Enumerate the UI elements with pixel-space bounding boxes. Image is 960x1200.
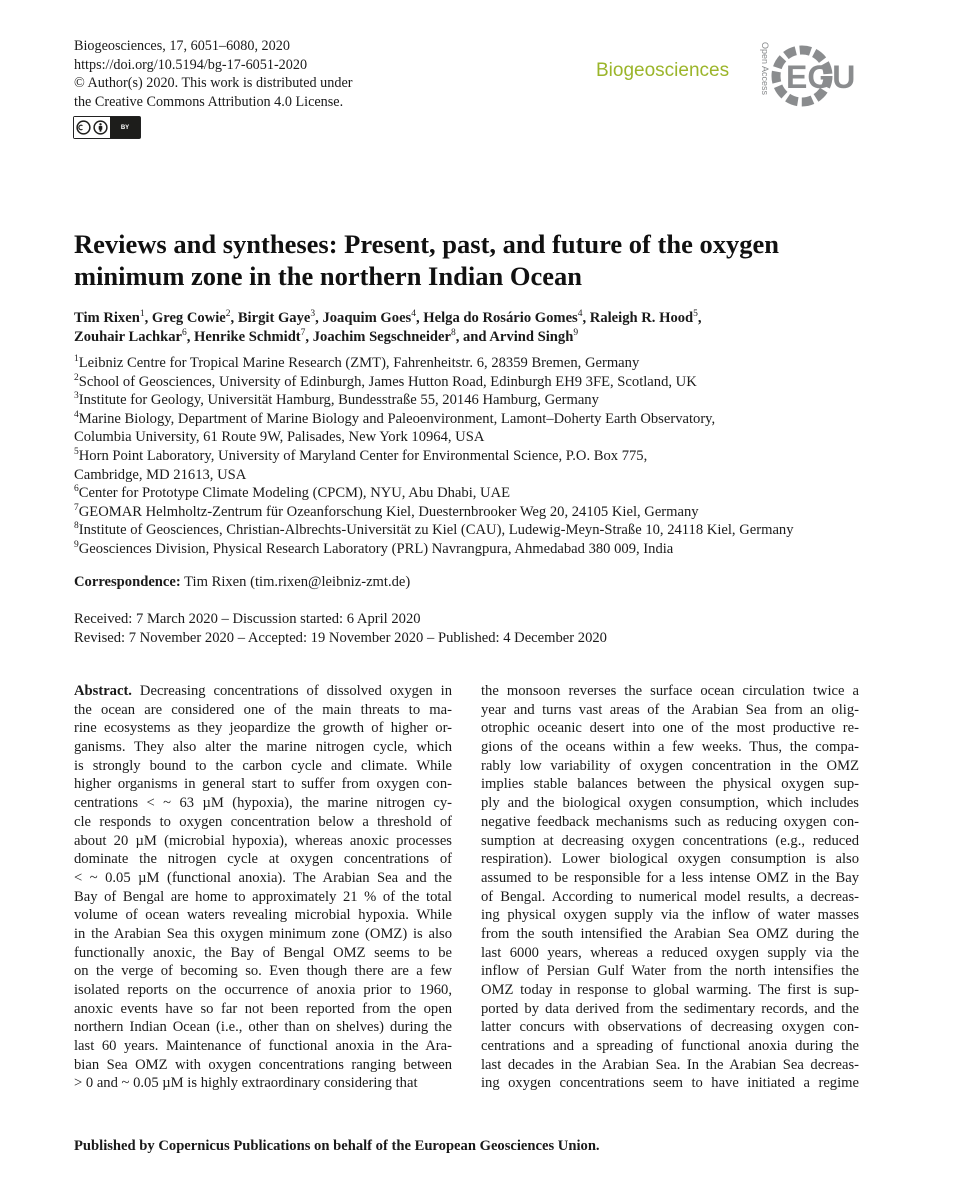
correspondence-text[interactable]: Tim Rixen (tim.rixen@leibniz-zmt.de) xyxy=(184,574,411,590)
abstract-line: last 6000 years, whereas a reduced oxygen supply via the xyxy=(481,944,859,961)
affiliation-number: 4 xyxy=(74,409,79,420)
abstract-line: isolated reports on the occurrence of anoxia prior to 1960, xyxy=(74,982,452,998)
abstract-line: cle responds to oxygen concentration below a threshold of xyxy=(74,813,452,830)
affiliation-number: 9 xyxy=(74,540,79,551)
attribution-icon xyxy=(93,120,108,135)
affiliation-text: Leibniz Centre for Tropical Marine Research (ZMT), Fahrenheitstr. 6, 28359 Bremen, Germany xyxy=(78,355,640,371)
affiliation-text: Marine Biology, Department of Marine Biology and Paleoenvironment, Lamont–Doherty Earth Observatory, xyxy=(78,410,716,427)
abstract-line: year and turns vast areas of the Arabian Sea from an olig- xyxy=(481,701,859,718)
abstract-right-column xyxy=(481,682,859,1093)
abstract-line: Bay of Bengal are home to approximately 21 % of the total xyxy=(74,888,452,905)
affiliation-line xyxy=(74,503,904,522)
affiliation-number: 7 xyxy=(74,502,79,513)
abstract-line: functionally anoxic, the Bay of Bengal OMZ seems to be xyxy=(74,944,452,961)
author-affiliation-mark: 5 xyxy=(693,309,698,320)
publication-dates xyxy=(74,610,607,647)
abstract-line: last 60 years. Maintenance of functional anoxia in the Ara- xyxy=(74,1038,452,1055)
affiliation-number: 3 xyxy=(74,391,79,402)
abstract-line: inflow of Persian Gulf Water from the north intensifies the xyxy=(481,963,859,980)
abstract-line: rably low variability of oxygen concentration in the OMZ xyxy=(481,757,859,774)
author-affiliation-mark: 6 xyxy=(182,327,187,338)
correspondence-label: Correspondence: xyxy=(74,574,181,590)
author-name: Arvind Singh xyxy=(489,328,574,345)
abstract-line: on the verge of becoming so. Even though there are a few xyxy=(74,963,452,980)
affiliation-number: 2 xyxy=(74,372,79,383)
abstract-line: bian Sea OMZ with oxygen concentrations ranging between xyxy=(74,1056,452,1073)
abstract-line: ported by data derived from the sedimentary records, and the xyxy=(481,1000,859,1017)
abstract-line: centrations < ~ 63 µM (hypoxia), the marine nitrogen cy- xyxy=(74,795,452,812)
cc-by-license-badge[interactable] xyxy=(73,116,141,139)
author-name: Tim Rixen xyxy=(74,310,140,326)
abstract-line xyxy=(74,682,452,701)
publisher-footer: Published by Copernicus Publications on behalf of the European Geosciences Union. xyxy=(74,1138,600,1154)
author-affiliation-mark: 8 xyxy=(450,327,456,338)
abstract-line: otrophic oceanic desert into one of the most productive re- xyxy=(481,720,859,737)
abstract-line: is strongly bound to the carbon cycle and climate. While xyxy=(74,757,452,774)
title-line: minimum zone in the northern Indian Ocean xyxy=(74,261,582,291)
affiliation-number: 8 xyxy=(74,521,79,532)
abstract-line: the monsoon reverses the surface ocean circulation twice a xyxy=(481,683,859,699)
affiliation-line xyxy=(74,540,904,559)
abstract-line: ing physical oxygen supply via the inflow of water masses xyxy=(481,907,859,924)
affiliation-number: 6 xyxy=(74,484,79,495)
open-access-text: Open Access xyxy=(760,42,770,96)
abstract-line: of Bengal. According to numerical model results, a decreas- xyxy=(481,888,859,905)
cc-icon xyxy=(74,117,110,138)
abstract-left-column xyxy=(74,682,452,1093)
affiliation-line xyxy=(74,354,904,373)
author-name: Henrike Schmidt xyxy=(194,328,301,345)
affiliation-text: Columbia University, 61 Route 9W, Palisades, New York 10964, USA xyxy=(74,429,485,446)
affiliation-line xyxy=(74,410,904,429)
affiliation-number: 5 xyxy=(74,447,79,458)
affiliation-text: Center for Prototype Climate Modeling (CPCM), NYU, Abu Dhabi, UAE xyxy=(78,485,511,502)
abstract-line: ing oxygen concentrations seem to have initiated a regime xyxy=(481,1075,859,1092)
author-name: Helga do Rosário Gomes xyxy=(423,310,578,326)
journal-citation: Biogeosciences, 17, 6051–6080, 2020 xyxy=(74,38,290,54)
paper-title xyxy=(74,228,894,292)
abstract-line: volume of ocean waters revealing microbial hypoxia. While xyxy=(74,907,452,924)
journal-name: Biogeosciences xyxy=(596,60,730,81)
cc-by-label: BY xyxy=(110,117,140,138)
abstract-line: respiration). Lower biological oxygen consumption is also xyxy=(481,851,859,868)
affiliation-text: Geosciences Division, Physical Research Laboratory (PRL) Navrangpura, Ahmedabad 380 009, India xyxy=(78,540,674,557)
abstract-line: in the Arabian Sea this oxygen minimum zone (OMZ) is also xyxy=(74,925,452,942)
abstract-line: latter concurs with observations of decreasing oxygen con- xyxy=(481,1019,859,1036)
abstract-line: sumption at decreasing oxygen concentrations (e.g., reduced xyxy=(481,832,859,849)
author-affiliation-mark: 7 xyxy=(300,327,306,338)
abstract-line: gions of the oceans within a few weeks. Thus, the compa- xyxy=(481,739,859,756)
abstract-line: implies stable balances between the physical oxygen sup- xyxy=(481,776,859,793)
affiliation-text: GEOMAR Helmholtz-Zentrum für Ozeanforschung Kiel, Duesternbrooker Weg 20, 24105 Kiel, Germany xyxy=(78,503,699,520)
abstract-line: assumed to be responsible for a less intense OMZ in the Bay xyxy=(481,869,859,886)
abstract-line: ply and the biological oxygen consumption, which includes xyxy=(481,795,859,812)
license-line: the Creative Commons Attribution 4.0 License. xyxy=(74,93,344,110)
abstract-label: Abstract. xyxy=(74,683,132,699)
citation-block xyxy=(74,37,352,111)
author-name: Joaquim Goes xyxy=(322,310,412,326)
abstract-line-text: Decreasing concentrations of dissolved oxygen in xyxy=(139,683,452,699)
egu-logo-text: EGU xyxy=(786,59,856,95)
received-dates: Received: 7 March 2020 – Discussion started: 6 April 2020 xyxy=(74,611,421,627)
author-affiliation-mark: 9 xyxy=(573,327,579,338)
copyright-line: © Author(s) 2020. This work is distributed under xyxy=(74,75,353,92)
author-name: Birgit Gaye xyxy=(237,310,311,326)
correspondence xyxy=(74,574,410,591)
author-line-1: Tim Rixen$^1$, Greg Cowie$^2$, Birgit Gaye$^3$, Joaquim Goes$^4$, Helga do Rosário Gomes$^4$, Raleigh R. Hood$^5$, xyxy=(74,309,702,326)
abstract-line: negative feedback mechanisms such as reducing oxygen con- xyxy=(481,813,859,830)
doi-link[interactable]: https://doi.org/10.5194/bg-17-6051-2020 xyxy=(74,56,308,73)
author-name: Greg Cowie xyxy=(151,310,226,326)
author-affiliation-mark: 4 xyxy=(577,309,583,320)
abstract-line: ganisms. They also alter the marine nitrogen cycle, which xyxy=(74,739,452,756)
open-access-label xyxy=(752,40,770,110)
affiliation-list xyxy=(74,354,904,559)
affiliation-line xyxy=(74,373,904,392)
abstract-line: centrations and a spreading of functional anoxia during the xyxy=(481,1038,859,1055)
author-affiliation-mark: 2 xyxy=(225,309,231,320)
affiliation-line xyxy=(74,428,904,447)
abstract-line: about 20 µM (microbial hypoxia), whereas anoxic processes xyxy=(74,832,452,849)
affiliation-line xyxy=(74,521,904,540)
abstract-line: anoxic events have so far not been reported from the open xyxy=(74,1000,452,1017)
affiliation-line xyxy=(74,484,904,503)
author-name: Joachim Segschneider xyxy=(312,328,451,345)
egu-logo xyxy=(770,38,862,114)
author-line-2: Zouhair Lachkar$^6$, Henrike Schmidt$^7$, Joachim Segschneider$^8$, and Arvind Singh$^9$ xyxy=(74,327,579,345)
abstract-line: > 0 and ~ 0.05 µM is highly extraordinary considering that xyxy=(74,1075,418,1092)
affiliation-line xyxy=(74,447,904,466)
abstract-line: northern Indian Ocean (i.e., other than on shelves) during the xyxy=(74,1019,452,1036)
author-affiliation-mark: 1 xyxy=(139,309,145,320)
abstract-line: rine ecosystems as they jeopardize the growth of higher or- xyxy=(74,720,452,737)
author-affiliation-mark: 4 xyxy=(411,309,416,320)
author-name: Zouhair Lachkar xyxy=(74,328,182,345)
abstract-line: dominate the nitrogen cycle at oxygen concentrations of xyxy=(74,851,452,868)
author-name: Raleigh R. Hood xyxy=(589,310,694,326)
abstract-line: last decades in the Arabian Sea. In the Arabian Sea decreas- xyxy=(481,1056,859,1073)
title-line: Reviews and syntheses: Present, past, and future of the oxygen xyxy=(74,229,779,259)
affiliation-line xyxy=(74,466,904,485)
published-dates: Revised: 7 November 2020 – Accepted: 19 November 2020 – Published: 4 December 2020 xyxy=(74,629,607,646)
affiliation-text: Horn Point Laboratory, University of Maryland Center for Environmental Science, P.O. Box 775, xyxy=(78,447,648,464)
abstract-line: higher organisms in general start to suffer from oxygen con- xyxy=(74,776,452,793)
affiliation-number: 1 xyxy=(74,354,79,365)
affiliation-text: Institute of Geosciences, Christian-Albrechts-Universität zu Kiel (CAU), Ludewig-Meyn-Straße 10, 24118 Kiel, Germany xyxy=(78,522,794,539)
affiliation-text: Cambridge, MD 21613, USA xyxy=(74,466,247,483)
author-list xyxy=(74,309,894,347)
abstract-line: < ~ 0.05 µM (functional anoxia). The Arabian Sea and the xyxy=(74,869,452,886)
affiliation-text: Institute for Geology, Universität Hamburg, Bundesstraße 55, 20146 Hamburg, Germany xyxy=(78,392,599,409)
abstract-line: OMZ today in response to global warming. The first is sup- xyxy=(481,982,859,998)
abstract-line: from the south intensified the Arabian Sea OMZ during the xyxy=(481,925,859,942)
abstract-line: the ocean are considered one of the main threats to ma- xyxy=(74,701,452,718)
affiliation-text: School of Geosciences, University of Edinburgh, James Hutton Road, Edinburgh EH9 3FE, Scotland, UK xyxy=(78,373,697,390)
author-affiliation-mark: 3 xyxy=(310,309,316,320)
affiliation-line xyxy=(74,391,904,410)
